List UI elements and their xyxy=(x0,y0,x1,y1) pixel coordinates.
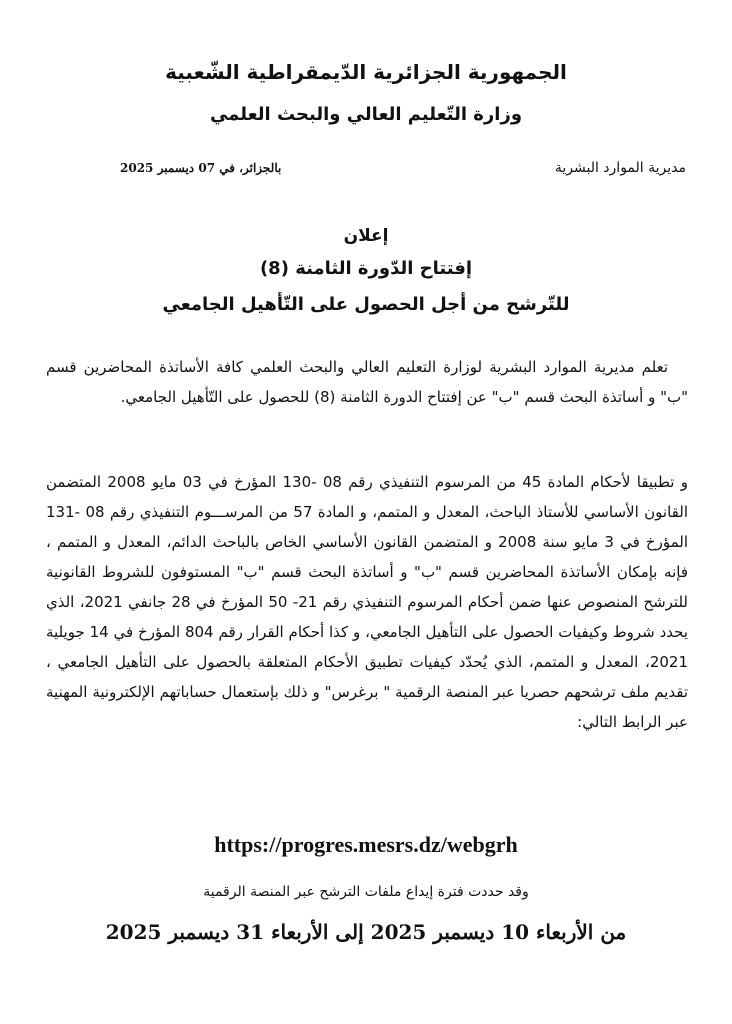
habilitation-title: للتّرشح من أجل الحصول على التّأهيل الجامعي xyxy=(162,294,570,315)
announcement-title: إعلان xyxy=(343,226,389,246)
republic-heading: الجمهورية الجزائرية الدّيمقراطية الشّعبية xyxy=(165,60,567,84)
intro-paragraph: تعلم مديرية الموارد البشرية لوزارة التعليم العالي والبحث العلمي كافة الأساتذة المحاضرين قسم "ب" و أساتذة البحث قسم "ب" عن إفتتاح الدورة الثامنة (8) للحصول على التّأهيل الجامعي. xyxy=(46,358,688,406)
progres-link[interactable]: https://progres.mesrs.dz/webgrh xyxy=(214,832,518,857)
ministry-heading: وزارة التّعليم العالي والبحث العلمي xyxy=(209,104,523,125)
legal-paragraph: و تطبيقا لأحكام المادة 45 من المرسوم التنفيذي رقم 08 -130 المؤرخ في 03 مايو 2008 المتضمن القانون الأساسي للأستاذ الباحث، المعدل و المتمم، و المادة 57 من المرســـوم التنفيذي رقم 08 -131 المؤرخ في 3 مايو سنة 2008 و المتضمن القانون الأساسي الخاص بالباحث الدائم، المعدل و المتمم ، فإنه بإمكان الأساتذة المحاضرين قسم "ب" و أساتذة البحث قسم "ب" المستوفون للشروط القانونية للترشح المنصوص عنها ضمن أحكام المرسوم التنفيذي رقم 21- 50 المؤرخ في 28 جانفي 2021، الذي يحدد شروط وكيفيات الحصول على التأهيل الجامعي، و كذا أحكام القرار رقم 804 المؤرخ في 14 جويلية 2021، المعدل و المتمم، الذي يُحدّد كيفيات تطبيق الأحكام المتعلقة بالحصول على التأهيل الجامعي ، تقديم ملف ترشحهم حصريا عبر المنصة الرقمية " برغرس" و ذلك بإستعمال حساباتهم الإلكترونية المهنية عبر الرابط التالي: xyxy=(46,473,688,731)
submission-period: من الأربعاء 10 ديسمبر 2025 إلى الأربعاء 31 ديسمبر 2025 xyxy=(105,920,627,944)
period-intro: وقد حددت فترة إيداع ملفات الترشح عبر المنصة الرقمية xyxy=(203,884,529,900)
department-label: مديرية الموارد البشرية xyxy=(554,160,686,176)
date-line: بالجزائر، في 07 ديسمبر 2025 xyxy=(120,161,282,175)
session-title: إفتتاح الدّورة الثامنة (8) xyxy=(259,258,473,279)
